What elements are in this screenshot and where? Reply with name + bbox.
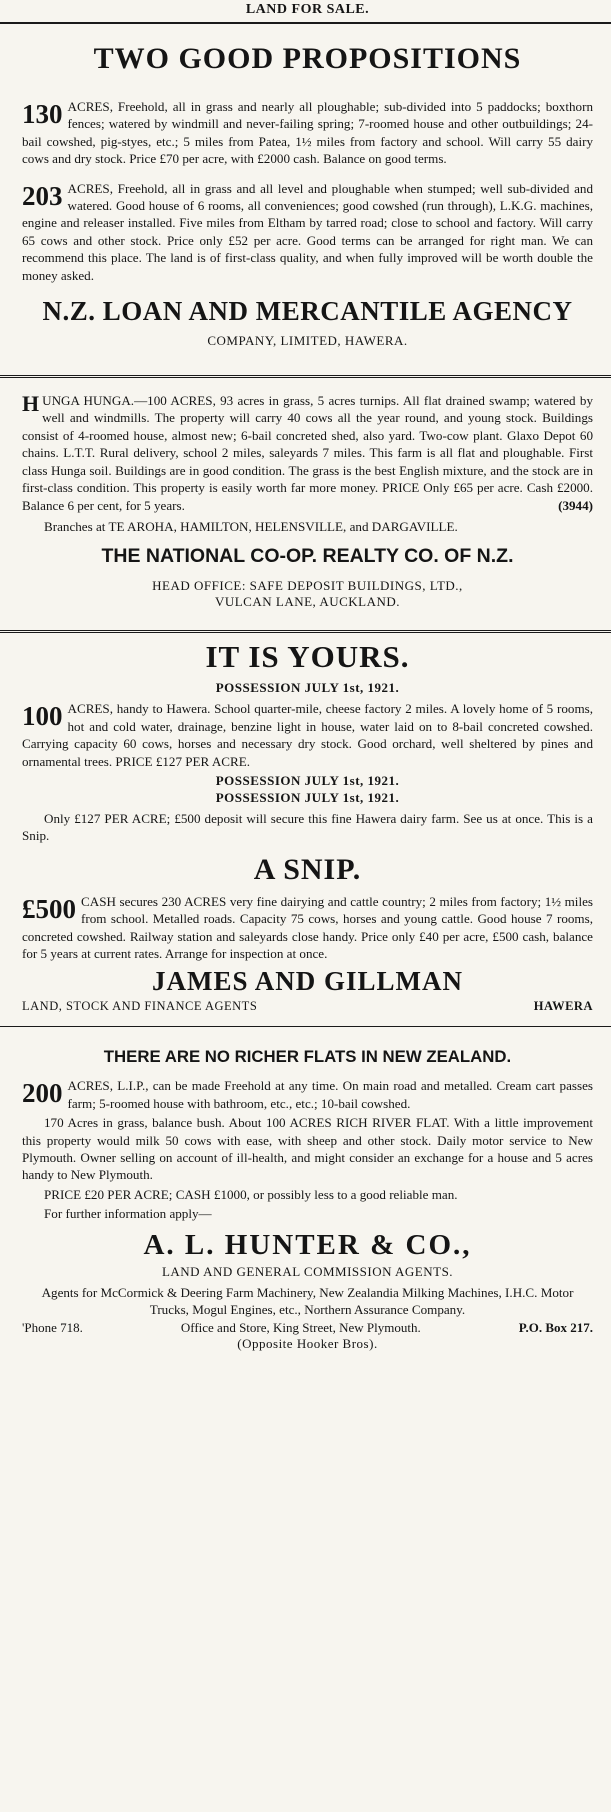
branches-line: Branches at TE AROHA, HAMILTON, HELENSVILLE, and DARGAVILLE. <box>44 518 458 534</box>
listing-text: ACRES, handy to Hawera. School quarter-mile, cheese factory 2 miles. A lovely home of 5 rooms, hot and cold water, drainage, benzine light in house, water laid on to 8-bail concreted cowshed. Carrying capacity 60 cows, horses and necessary dry stock. Good orchard, well sheltered by pines and ornamental trees. PRICE £127 PER ACRE. <box>22 701 593 769</box>
divider <box>0 22 611 24</box>
divider <box>0 375 611 378</box>
listing-hunga-hunga <box>22 392 593 514</box>
drop-cap: H <box>22 391 40 417</box>
ad-james-gillman <box>22 639 593 1014</box>
contact-row <box>22 1320 593 1336</box>
possession-date: POSSESSION JULY 1st, 1921. <box>215 789 400 805</box>
listing-130-acres <box>22 98 593 168</box>
listing-number: £500 <box>22 893 76 924</box>
office-line-2: VULCAN LANE, AUCKLAND. <box>214 594 401 610</box>
ad-title: THERE ARE NO RICHER FLATS IN NEW ZEALAND. <box>103 1047 512 1067</box>
agent-name: A. L. HUNTER & CO., <box>143 1228 472 1261</box>
agent-name: THE NATIONAL CO-OP. REALTY CO. OF N.Z. <box>101 545 514 568</box>
listing-number: 200 <box>22 1078 63 1109</box>
agent-subtitle-row <box>22 999 593 1014</box>
section-heading: LAND FOR SALE. <box>245 2 370 17</box>
agent-subtitle: LAND AND GENERAL COMMISSION AGENTS. <box>161 1263 454 1279</box>
listing-text: UNGA HUNGA.—100 ACRES, 93 acres in grass, 5 acres turnips. All flat drained swamp; watered by well and windmills. The property will carry 40 cows all the year round, and young stock. Buildings consist of 4-roomed house, almost new; 6-bail concreted shed, also yard. Two-cow plant. Glaxo Depot 60 chains. L.T.T. Rural delivery, school 2 miles, saleyards 7 miles. This farm is all flat and ploughable. First class Hunga soil. Buildings are in good condition. The grass is the best English mixture, and the stock are in first-class condition. This property is easily worth far more money. PRICE Only £65 per acre. Cash £2000. Balance 6 per cent, for 5 years. <box>22 393 593 513</box>
ad-title: IT IS YOURS. <box>205 639 410 675</box>
price-line: PRICE £20 PER ACRE; CASH £1000, or possibly less to a good reliable man. <box>44 1186 458 1202</box>
agent-location: HAWERA <box>533 999 593 1014</box>
newspaper-page <box>0 2 611 1812</box>
listing-text: ACRES, L.I.P., can be made Freehold at any time. On main road and metalled. Cream cart passes farm; 5-roomed house with bathroom, etc., etc.; 10-bail cowshed. <box>67 1078 593 1111</box>
listing-number: 130 <box>22 99 63 129</box>
ad-hunter <box>22 1047 593 1352</box>
phone-number: 'Phone 718. <box>22 1320 83 1336</box>
office-line-1: HEAD OFFICE: SAFE DEPOSIT BUILDINGS, LTD., <box>152 578 463 594</box>
agent-subtitle: LAND, STOCK AND FINANCE AGENTS <box>22 999 258 1014</box>
description-paragraph: 170 Acres in grass, balance bush. About 100 ACRES RICH RIVER FLAT. With a little improvement this property would milk 50 cows with ease, with sheep and other stock. Daily motor service to New Plymouth. Owner selling on account of ill-health, and might consider an exchange for a house and 5 acres handy to New Plymouth. <box>22 1115 593 1183</box>
listing-text: CASH secures 230 ACRES very fine dairying and cattle country; 2 miles from factory; 1½ miles from school. Metalled roads. Capacity 75 cows, horses and young cattle. Good house 7 rooms, concreted cowshed. Railway station and saleyards close handy. Price only £40 per acre, £500 cash, balance for 5 years at current rates. Arrange for inspection at once. <box>22 893 593 961</box>
snip-title: A SNIP. <box>253 852 362 886</box>
listing-text: ACRES, Freehold, all in grass and nearly all ploughable; sub-divided into 5 paddocks; boxthorn fences; watered by windmill and never-failing spring; 7-roomed house and other outbuildings; 24-bail cowshed, pig-styes, etc.; 5 miles from Patea, 1½ miles from factory and school. Will carry 55 dairy cows and dry stock. Price £70 per acre, with £2000 cash. Balance on good terms. <box>22 99 593 167</box>
listing-100-acres <box>22 700 593 770</box>
listing-number: 203 <box>22 180 63 211</box>
possession-date: POSSESSION JULY 1st, 1921. <box>215 772 400 788</box>
listing-203-acres <box>22 180 593 284</box>
listing-number: 100 <box>22 701 63 732</box>
possession-date: POSSESSION JULY 1st, 1921. <box>215 680 400 696</box>
reference-number: (3944) <box>558 497 593 513</box>
po-box: P.O. Box 217. <box>518 1320 593 1336</box>
divider <box>0 1026 611 1027</box>
agent-name: N.Z. LOAN AND MERCANTILE AGENCY <box>42 296 573 327</box>
agent-name: JAMES AND GILLMAN <box>151 966 464 997</box>
closing-text: Only £127 PER ACRE; £500 deposit will secure this fine Hawera dairy farm. See us at once. This is a Snip. <box>22 810 593 844</box>
apply-line: For further information apply— <box>44 1206 212 1222</box>
opposite-line: (Opposite Hooker Bros). <box>237 1336 378 1352</box>
divider <box>0 630 611 633</box>
ad-title: TWO GOOD PROPOSITIONS <box>93 42 522 75</box>
ad-national-coop <box>22 392 593 610</box>
ad-nz-loan <box>22 42 593 349</box>
agent-subtitle: COMPANY, LIMITED, HAWERA. <box>207 333 408 349</box>
listing-200-acres <box>22 1077 593 1112</box>
listing-500-cash <box>22 893 593 963</box>
listing-text: ACRES, Freehold, all in grass and all level and ploughable when stumped; well sub-divided and watered. Good house of 6 rooms, all conveniences; good cowshed (run through), L.K.G. machines, engine and releaser installed. Five miles from Eltham by tarred road; close to school and factory. Will carry 65 cows and other stock. Price only £52 per acre. Good terms can be arranged for right man. We can recommend this place. The land is of first-class quality, and when fully improved will be worth double the money asked. <box>22 180 593 283</box>
office-address: Office and Store, King Street, New Plymouth. <box>180 1320 421 1336</box>
agents-for-text: Agents for McCormick & Deering Farm Machinery, New Zealandia Milking Machines, I.H.C. Motor Trucks, Mogul Engines, etc., Northern Assurance Company. <box>41 1284 574 1318</box>
